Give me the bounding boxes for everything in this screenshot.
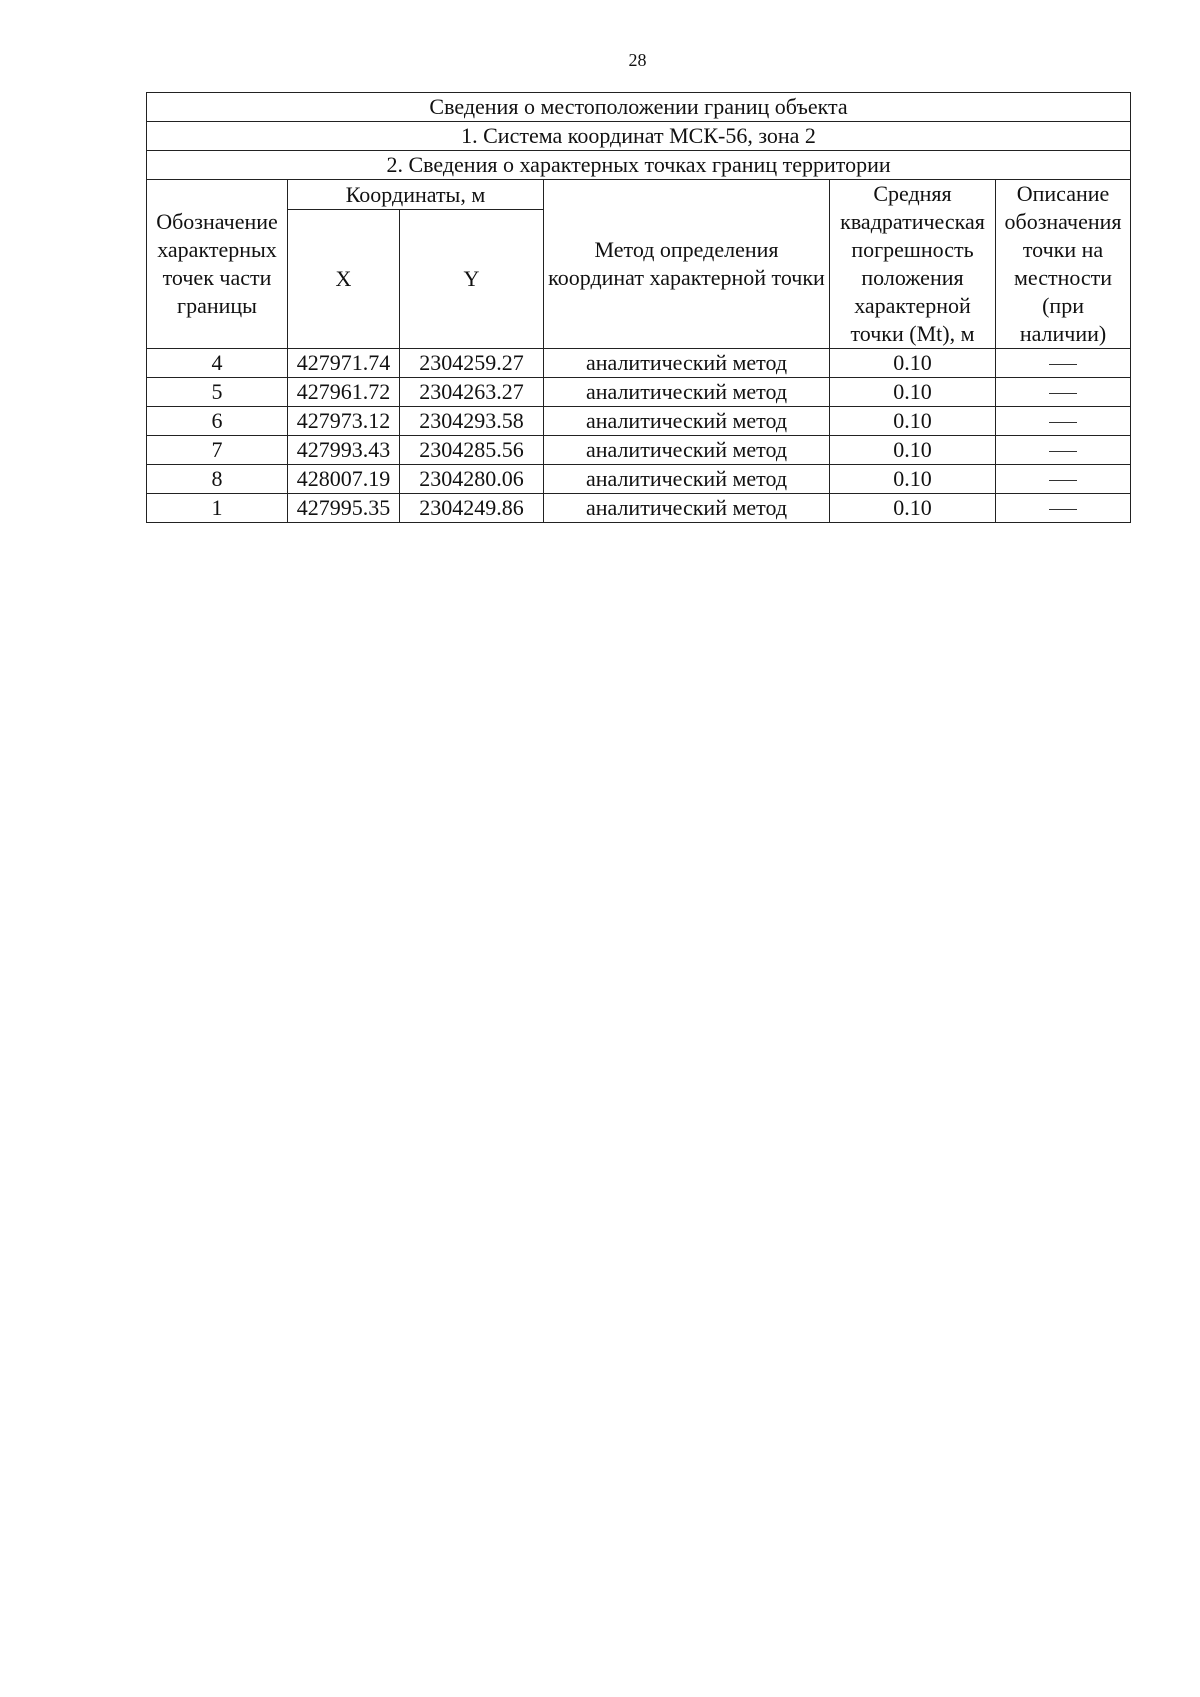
- cell-method: аналитический метод: [544, 407, 830, 436]
- cell-y: 2304293.58: [400, 407, 544, 436]
- cell-point: 8: [147, 465, 288, 494]
- cell-method: аналитический метод: [544, 436, 830, 465]
- cell-point: 6: [147, 407, 288, 436]
- header-y: Y: [400, 210, 544, 349]
- cell-method: аналитический метод: [544, 465, 830, 494]
- dash-mark: [1049, 480, 1077, 481]
- header-method: Метод определения координат характерной точки: [544, 180, 830, 349]
- cell-point: 7: [147, 436, 288, 465]
- table-title: Сведения о местоположении границ объекта: [147, 93, 1131, 122]
- cell-y: 2304249.86: [400, 494, 544, 523]
- header-row-1: [147, 180, 1131, 210]
- dash-mark: [1049, 422, 1077, 423]
- page-number: 28: [628, 50, 647, 70]
- cell-y: 2304285.56: [400, 436, 544, 465]
- cell-x: 427973.12: [288, 407, 400, 436]
- table-row: [147, 378, 1131, 407]
- cell-y: 2304263.27: [400, 378, 544, 407]
- cell-point: 5: [147, 378, 288, 407]
- cell-error: 0.10: [830, 436, 996, 465]
- points-section-label: 2. Сведения о характерных точках границ территории: [147, 151, 1131, 180]
- cell-description: [996, 378, 1131, 407]
- cell-x: 427961.72: [288, 378, 400, 407]
- cell-point: 1: [147, 494, 288, 523]
- cell-error: 0.10: [830, 378, 996, 407]
- cell-method: аналитический метод: [544, 349, 830, 378]
- cell-point: 4: [147, 349, 288, 378]
- cell-description: [996, 407, 1131, 436]
- header-description: Описание обозначения точки на местности (при наличии): [996, 180, 1131, 349]
- coordinate-system-row: [147, 122, 1131, 151]
- cell-method: аналитический метод: [544, 494, 830, 523]
- cell-error: 0.10: [830, 349, 996, 378]
- points-section-row: [147, 151, 1131, 180]
- cell-error: 0.10: [830, 465, 996, 494]
- cell-x: 427995.35: [288, 494, 400, 523]
- cell-x: 427971.74: [288, 349, 400, 378]
- cell-description: [996, 349, 1131, 378]
- cell-x: 428007.19: [288, 465, 400, 494]
- table-body: [147, 93, 1131, 523]
- table-row: [147, 465, 1131, 494]
- dash-mark: [1049, 509, 1077, 510]
- table-row: [147, 494, 1131, 523]
- cell-error: 0.10: [830, 494, 996, 523]
- dash-mark: [1049, 393, 1077, 394]
- cell-y: 2304280.06: [400, 465, 544, 494]
- cell-x: 427993.43: [288, 436, 400, 465]
- header-coordinates: Координаты, м: [288, 180, 544, 210]
- cell-error: 0.10: [830, 407, 996, 436]
- header-point: Обозначение характерных точек части границы: [147, 180, 288, 349]
- coordinate-system-label: 1. Система координат МСК-56, зона 2: [147, 122, 1131, 151]
- cell-y: 2304259.27: [400, 349, 544, 378]
- table-title-row: [147, 93, 1131, 122]
- boundary-points-table: [146, 92, 1131, 523]
- cell-description: [996, 436, 1131, 465]
- table-row: [147, 436, 1131, 465]
- cell-method: аналитический метод: [544, 378, 830, 407]
- cell-description: [996, 465, 1131, 494]
- dash-mark: [1049, 364, 1077, 365]
- cell-description: [996, 494, 1131, 523]
- header-error: Средняя квадратическая погрешность положения характерной точки (Mt), м: [830, 180, 996, 349]
- table-row: [147, 349, 1131, 378]
- header-x: X: [288, 210, 400, 349]
- dash-mark: [1049, 451, 1077, 452]
- table-row: [147, 407, 1131, 436]
